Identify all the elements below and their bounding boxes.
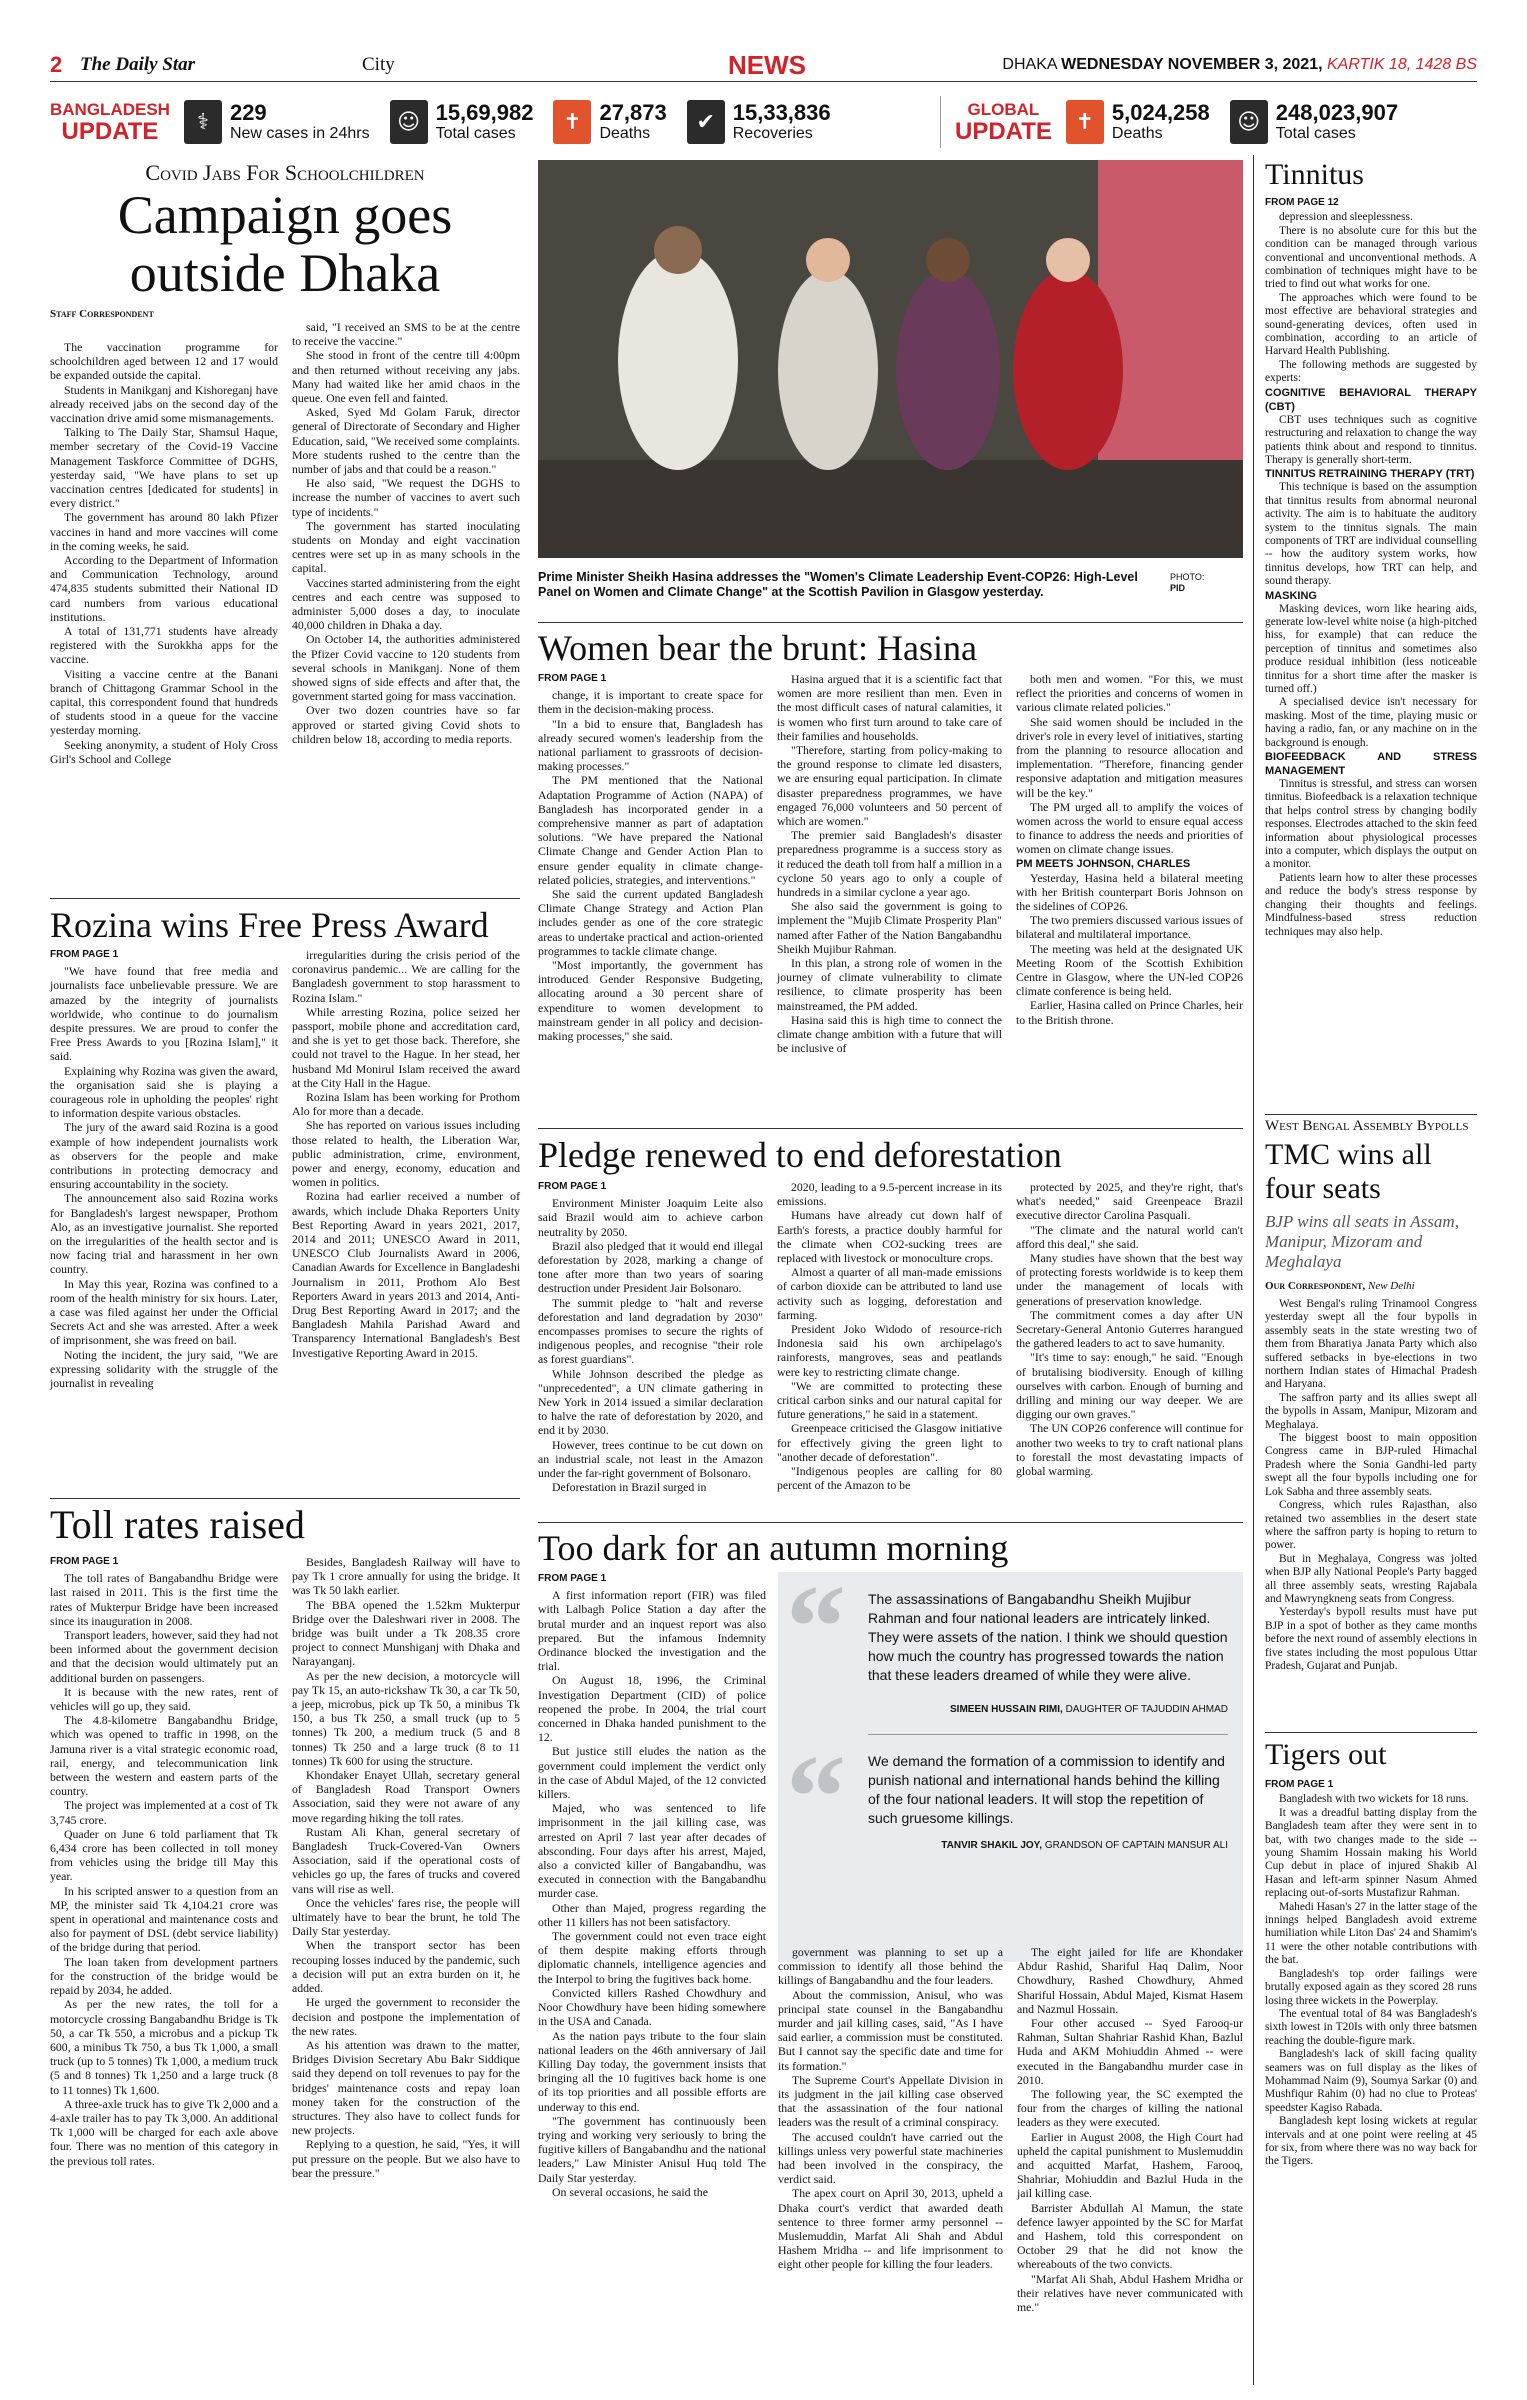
divider xyxy=(1265,1114,1477,1115)
paragraph: Besides, Bangladesh Railway will have to pay Tk 1 crore annually for using the bridge. It was Tk 50 lakh earlier. xyxy=(292,1555,520,1598)
from-page-label: FROM PAGE 1 xyxy=(50,949,119,960)
divider xyxy=(538,622,1243,623)
paragraph: This technique is based on the assumption that tinnitus results from abnormal neuronal activity. The aim is to habituate the auditory system to the tinnitus signals. The main components of TRT are individual counselling -- how the auditory system works, how tinnitus develops, how TRT can help, and sound therapy. xyxy=(1265,481,1477,588)
paragraph: The government has around 80 lakh Pfizer vaccines in hand and more vaccines will come in the coming weeks, he said. xyxy=(50,510,278,553)
paragraph: Many studies have shown that the best way of protecting forests worldwide is to keep them under the management of locals with generations of preservation knowledge. xyxy=(1016,1251,1243,1308)
paragraph: On August 18, 1996, the Criminal Investigation Department (CID) of police reopened the probe. In 2004, the trial court concerned in Dhaka handed punishment to the 12. xyxy=(538,1673,766,1745)
paragraph: Yesterday's bypoll results must have put BJP in a spot of bother as they came months before the next round of assembly elections in five states including the most populous Uttar Pradesh, Gujarat and Punjab. xyxy=(1265,1606,1477,1672)
paragraph: President Joko Widodo of resource-rich Indonesia said his own archipelago's rainforests, mangroves, seas and peatlands were key to restricting climate change. xyxy=(777,1322,1002,1379)
autumn-col-1 xyxy=(538,1572,766,2199)
paragraph: Talking to The Daily Star, Shamsul Haque, member secretary of the Covid-19 Vaccine Management Taskforce Committee of DGHS, yesterday said, "We have plans to set up vaccination centres [dedicated for students] in every district." xyxy=(50,425,278,511)
paragraph: Deforestation in Brazil surged in xyxy=(552,1480,707,1495)
story-headline: Tinnitus xyxy=(1265,158,1364,191)
divider xyxy=(940,96,941,148)
patients-icon: ☺ xyxy=(390,100,428,144)
paragraph: It is because with the new rates, rent of vehicles will go up, they said. xyxy=(50,1684,278,1714)
paragraph: In May this year, Rozina was confined to a room of the health ministry for six hours. Later, a case was filed against her under the Official Secrets Act and she was arrested. After a week of imprisonment, she was freed on bail. xyxy=(50,1276,278,1348)
deforestation-col-2 xyxy=(777,1180,1002,1492)
paragraph: Majed, who was sentenced to life imprisonment in the jail killing case, was arrested on April 7 last year after decades of absconding. Four days after his arrest, Majed, also a convicted killer of Bangabandhu, was executed in connection with the Bangabandhu murder case. xyxy=(538,1801,766,1901)
pull-quote: We demand the formation of a commission to identify and punish national and international hands behind the killing of the four national leaders. It will stop the repetition of such gruesome killings. xyxy=(868,1753,1225,1826)
deaths-icon: ✝ xyxy=(1066,100,1104,144)
paragraph: Over two dozen countries have so far approved or started giving Covid shots to children below 18, according to media reports. xyxy=(292,703,520,746)
paragraph: government was planning to set up a commission to identify all those behind the killings of Bangabandhu and the four leaders. xyxy=(778,1945,1003,1988)
paragraph: Patients learn how to alter these processes and reduce the body's stress response by changing their thoughts and feelings. Mindfulness-based stress reduction techniques may also help. xyxy=(1265,871,1477,938)
divider xyxy=(868,1734,1228,1735)
stat-label: Total cases xyxy=(435,125,516,142)
campaign-col-1 xyxy=(50,340,278,766)
toll-col-2 xyxy=(292,1555,520,2180)
story-headline: Tigers out xyxy=(1265,1738,1387,1771)
paragraph: Bangladesh's lack of skill facing quality seamers was on full display as the likes of Mohammad Naim (9), Soumya Sarkar (0) and Mushfiqur Rahim (0) had no clue to Proteas' speedster Kagiso Rabada. xyxy=(1265,2048,1477,2114)
paragraph: "Most importantly, the government has introduced Gender Responsive Budgeting, allocating around a 30 percent share of expenditure to women development to mainstream gender in all policy and decision-making processes," she said. xyxy=(538,958,763,1044)
paragraph: irregularities during the crisis period of the coronavirus pandemic... We are calling for the Bangladesh government to stop harassment to Rozina Islam." xyxy=(292,948,520,1005)
paragraph: According to the Department of Information and Communication Technology, around 474,835 students submitted their National ID card numbers from various educational institutions. xyxy=(50,553,278,624)
paragraph: The UN COP26 conference will continue for another two weeks to try to craft national plans to forestall the most devastating impacts of global warming. xyxy=(1016,1421,1243,1479)
stat-total-cases xyxy=(390,100,534,144)
paragraph: Asked, Syed Md Golam Faruk, director general of Directorate of Secondary and Higher Education, said, "We received some complaints. More students rushed to the centre than the number of jabs and that could be a reason." xyxy=(292,405,520,477)
paragraph: The vaccination programme for schoolchildren aged between 12 and 17 would be expanded outside the capital. xyxy=(50,340,278,383)
paragraph: The loan taken from development partners for the construction of the bridge would be repaid by 2034, he added. xyxy=(50,1954,278,1998)
deforestation-col-3 xyxy=(1016,1180,1243,1478)
tmc-body xyxy=(1265,1298,1477,1673)
byline xyxy=(1265,1280,1477,1292)
paragraph: A three-axle truck has to give Tk 2,000 and a 4-axle trailer has to pay Tk 3,000. An additional Tk 1,000 will be charged for each axle above four. There was no mention of this category in the previous toll rates. xyxy=(50,2096,278,2168)
paragraph: CBT uses techniques such as cognitive restructuring and relaxation to change the way patients think about and respond to tinnitus. Therapy is generally short-term. xyxy=(1265,413,1477,466)
paragraph: She said women should be included in the driver's role in every level of initiatives, starting from the planning to resource allocation and implementation. "Therefore, financing gender responsive adaptation and mitigation measures will be the key." xyxy=(1016,714,1243,800)
paragraph: West Bengal's ruling Trinamool Congress yesterday swept all the four bypolls in assembly seats in the state wresting two of them from Bharatiya Janata Party which also suffered setbacks in bye-elections in two northern Indian states of Himachal Pradesh and Haryana. xyxy=(1265,1298,1477,1391)
desk-label: NEWS xyxy=(728,50,806,80)
story-headline xyxy=(50,186,520,302)
paragraph: Explaining why Rozina was given the award, the organisation said she is playing a courageous role in upholding the peoples' right to information despite various obstacles. xyxy=(50,1063,278,1121)
dateline-bangla: KARTIK 18, 1428 BS xyxy=(1326,56,1477,73)
paragraph: Students in Manikganj and Kishoreganj have already received jabs on the second day of the vaccination drive amid some mismanagements. xyxy=(50,382,278,426)
stat-global-deaths xyxy=(1066,100,1210,144)
section-name: City xyxy=(362,54,395,75)
paragraph: The Supreme Court's Appellate Division in its judgment in the jail killing case observed that the assassination of the four national leaders was the result of a criminal conspiracy. xyxy=(778,2072,1003,2130)
paragraph: In this plan, a strong role of women in the journey of climate vulnerability to climate resilience, to climate prosperity has been mainstreamed, the PM added. xyxy=(777,956,1002,1013)
event-photo-illustration xyxy=(538,160,1243,558)
stat-label: Deaths xyxy=(599,125,651,142)
paragraph: Environment Minister Joaquim Leite also said Brazil would aim to achieve carbon neutrality by 2050. xyxy=(538,1196,763,1239)
paragraph: There is no absolute cure for this but the condition can be managed through various conventional and unconventional methods. A combination of techniques might have to be tried to find out what works for one. xyxy=(1265,224,1477,291)
paragraph: Khondaker Enayet Ullah, secretary general of Bangladesh Road Transport Owners Association, said they were not aware of any move regarding hiking the toll rates. xyxy=(292,1768,520,1825)
rozina-col-1 xyxy=(50,948,278,1390)
stat-new-cases xyxy=(184,100,370,144)
story-headline: Rozina wins Free Press Award xyxy=(50,905,489,945)
event-photo xyxy=(538,160,1243,558)
paragraph: The summit pledge to "halt and reverse deforestation and land degradation by 2030" encompasses promises to secure the rights of indigenous peoples, and recognise "their role as forest guardians". xyxy=(538,1295,763,1367)
paragraph: said, "I received an SMS to be at the centre to receive the vaccine." xyxy=(292,320,520,349)
paragraph: Four other accused -- Syed Farooq-ur Rahman, Sultan Shahriar Rashid Khan, Bazlul Huda and AKM Mohiuddin Ahmed -- were executed in the Bangabandhu murder case in 2010. xyxy=(1017,2016,1243,2087)
paragraph: Seeking anonymity, a student of Holy Cross Girl's School and College xyxy=(50,737,278,766)
paragraph: As per the new rates, the toll for a motorcycle crossing Bangabandhu Bridge is Tk 50, a car Tk 550, a microbus and a pickup Tk 600, a minibus Tk 750, a bus Tk 1,000, a small truck (up to 5 tonnes) Tk 1,000, a medium truck (5 and 8 tonnes) Tk 1,250 and a large truck (8 to 11 tonnes) Tk 1,600. xyxy=(50,1997,278,2097)
paragraph: The announcement also said Rozina works for Bangladesh's largest newspaper, Prothom Alo, as an investigative journalist. She reported on the irregularities of the health sector and is now facing trial and harassment in her own country. xyxy=(50,1191,278,1277)
quote-mark-icon: “ xyxy=(786,1730,846,1863)
divider xyxy=(1265,1732,1477,1733)
campaign-story xyxy=(50,160,520,320)
paragraph: She also said the government is going to implement the "Mujib Climate Prosperity Plan" named after Father of the Nation Bangabandhu Sheikh Mujibur Rahman. xyxy=(777,899,1002,956)
paragraph: "The climate and the natural world can't afford this deal," she said. xyxy=(1016,1222,1243,1251)
paragraph: change, it is important to create space for them in the decision-making process. xyxy=(538,688,763,717)
toll-col-1 xyxy=(50,1555,278,2168)
paragraph: "Therefore, starting from policy-making to the ground response to climate led disasters, we are ensuring equal participation. In climate disaster preparedness programmes, we have engaged 76,000 volunteers and 50 percent of which are women." xyxy=(777,743,1002,829)
paragraph: The eight jailed for life are Khondaker Abdur Rashid, Shariful Haq Dalim, Noor Chowdhury, Rashed Chowdhury, Ahmed Shariful Hossain, Abdul Majed, Kismat Hasem and Nazmul Hossain. xyxy=(1017,1945,1243,2016)
paragraph: "Marfat Ali Shah, Abdul Hashem Mridha or their relatives have never communicated with me." xyxy=(1017,2271,1243,2315)
campaign-col-2 xyxy=(292,320,520,746)
photo-caption: Prime Minister Sheikh Hasina addresses the "Women's Climate Leadership Event-COP26: High-Level Panel on Women and Climate Change" at the Scottish Pavilion in Glasgow yesterday. xyxy=(538,570,1138,599)
attribution-name: SIMEEN HUSSAIN RIMI, xyxy=(950,1704,1063,1715)
paragraph: Barrister Abdullah Al Mamun, the state defence lawyer appointed by the SC for Marfat and Hashem, told this correspondent on October 29 that he did not know the whereabouts of the two convicts. xyxy=(1017,2200,1243,2272)
paragraph: While arresting Rozina, police seized her passport, mobile phone and accreditation card, and she is yet to get those back. Therefore, she could not travel to the Hague. In her stead, her husband Md Monirul Islam received the award at the City Hall in the Hague. xyxy=(292,1004,520,1090)
paragraph: But in Meghalaya, Congress was jolted when BJP ally National People's Party bagged all three assembly seats, wresting Rajabala and Mawryngkneng seats from Congress. xyxy=(1265,1552,1477,1605)
patients-icon: ☺ xyxy=(1230,100,1268,144)
paragraph: As the nation pays tribute to the four slain national leaders on the 46th anniversary of Jail Killing Day today, the government insists that bringing all the 10 fugitives back home is one of its top priorities and all possible efforts are underway to this end. xyxy=(538,2028,766,2114)
paragraph: Hasina said this is high time to connect the climate change ambition with a future that will be inclusive of xyxy=(777,1012,1002,1056)
attribution-name: TANVIR SHAKIL JOY, xyxy=(941,1840,1043,1851)
paragraph: "The government has continuously been trying and working very seriously to bring the fugitive killers of Bangabandhu and the national leaders," Law Minister Anisul Huq told The Daily Star yesterday. xyxy=(538,2113,767,2185)
pull-quote: The assassinations of Bangabandhu Sheikh Mujibur Rahman and four national leaders are intricately linked. They were assets of the nation. I think we should question how much the country has progressed towards the nation that these leaders dreamed of while they were alive. xyxy=(868,1591,1228,1683)
paragraph: The approaches which were found to be most effective are behavioral strategies and sound-generating devices, often used in combination, according to an article of Harvard Health Publishing. xyxy=(1265,291,1477,358)
stat-label: Recoveries xyxy=(732,125,813,142)
paragraph: The commitment comes a day after UN Secretary-General Antonio Guterres harangued the gathered leaders to act to save humanity. xyxy=(1016,1307,1243,1351)
autumn-col-2 xyxy=(778,1945,1003,2272)
paragraph: Yesterday, Hasina held a bilateral meeting with her British counterpart Boris Johnson on the sidelines of COP26. xyxy=(1016,870,1243,914)
paragraph: The biggest boost to main opposition Congress came in BJP-ruled Himachal Pradesh where the Sonia Gandhi-led party swept all the four bypolls including one for Lok Sabha and three assembly seats. xyxy=(1265,1432,1477,1498)
divider xyxy=(50,898,520,899)
stat-value: 248,023,907 xyxy=(1275,100,1399,125)
masthead xyxy=(50,50,1477,82)
tigers-body xyxy=(1265,1778,1477,2169)
paragraph: A specialised device isn't necessary for masking. Most of the time, playing music or having a radio, fan, or any machine on in the background is enough. xyxy=(1265,696,1477,749)
paragraph: Humans have already cut down half of Earth's forests, a practice doubly harmful for the climate when CO2-sucking trees are replaced with livestock or monoculture crops. xyxy=(777,1208,1002,1266)
paragraph: On several occasions, he said the xyxy=(552,2184,708,2199)
paragraph: She said the current updated Bangladesh Climate Change Strategy and Action Plan includes gender as one of the core strategic areas to undertake practical and action-oriented programmes to tackle climate change. xyxy=(538,887,763,958)
story-headline: TMC wins all four seats xyxy=(1265,1138,1432,1205)
rozina-col-2 xyxy=(292,948,520,1360)
column-rule xyxy=(1253,155,1254,2385)
byline-place: New Delhi xyxy=(1367,1280,1415,1292)
paragraph: Rozina had earlier received a number of awards, which include Dhaka Reporters Unity Best Reporting Award in years 2021, 2017, 2014 and 2011; UNESCO Award in 2011, UNESCO Club Journalists Award in 2006, Canadian Awards for Excellence in Bangladeshi Journalism in 2011, Prothom Alo Best Reporters Award in years 2013 and 2014, Anti-Drug Best Reporting Award in 2017; and the Bangladesh Mahila Parishad Award and Transparency International Bangladesh's Best Investigative Reporting Award in 2015. xyxy=(292,1189,520,1360)
paragraph: The following year, the SC exempted the four from the charges of killing the national leaders as they were executed. xyxy=(1017,2087,1243,2130)
paragraph: Replying to a question, he said, "Yes, it will put pressure on the people. But we also have to bear the pressure." xyxy=(292,2137,520,2180)
paragraph: Congress, which rules Rajasthan, also retained two assemblies in the desert state where the saffron party is hoping to return to power. xyxy=(1265,1499,1477,1552)
stat-label: Deaths xyxy=(1111,125,1163,142)
byline-name: Our Correspondent, xyxy=(1265,1280,1366,1292)
paragraph: depression and sleeplessness. xyxy=(1279,211,1413,224)
paragraph: The eventual total of 84 was Bangladesh's sixth lowest in T20Is with only three batsmen reaching the double-figure mark. xyxy=(1265,2007,1477,2047)
paragraph: The apex court on April 30, 2013, upheld a Dhaka court's verdict that awarded death sentence to three former army personnel -- Muslemuddin, Marfat Ali Shah and Abdul Hashem Mridha -- and life imprisonment to eight other people for killing the four leaders. xyxy=(778,2186,1003,2272)
paragraph: The meeting was held at the designated UK Meeting Room of the Scottish Exhibition Centre in Glasgow, where the UN-led COP26 climate conference is being held. xyxy=(1016,941,1243,999)
paragraph: About the commission, Anisul, who was principal state counsel in the Bangabandhu murder and jail killing cases, said, "As I have said earlier, a commission must be constituted. But I cannot say the specific date and time for its formation." xyxy=(778,1987,1003,2073)
recovery-icon: ✔ xyxy=(687,100,725,144)
deforestation-col-1 xyxy=(538,1180,763,1494)
stat-value: 15,69,982 xyxy=(435,100,534,125)
paragraph: Bangladesh with two wickets for 18 runs. xyxy=(1279,1793,1469,1806)
paragraph: On October 14, the authorities administered the Pfizer Covid vaccine to 120 students from several schools in Manikganj. None of them showed signs of side effects and after that, the government started going for mass vaccination. xyxy=(292,632,520,704)
headline-line-1: Campaign goes xyxy=(117,185,453,245)
story-kicker: Covid Jabs For Schoolchildren xyxy=(145,160,425,185)
autumn-col-3 xyxy=(1017,1945,1243,2314)
paragraph: Tinnitus is stressful, and stress can worsen tinnitus. Biofeedback is a relaxation technique that helps control stress by changing bodily responses. Electrodes attached to the skin feed information about physiological processes into a computer, which displays the output on a monitor. xyxy=(1265,778,1477,871)
paragraph: Mahedi Hasan's 27 in the latter stage of the innings helped Bangladesh avoid extreme humiliation while Liton Das' 24 and Shamim's 11 were the other notable contributions with the bat. xyxy=(1265,1900,1477,1967)
paragraph: protected by 2025, and they're right, that's what's needed," said Greenpeace Brazil executive director Carolina Pasquali. xyxy=(1016,1180,1243,1223)
paragraph: The following methods are suggested by experts: xyxy=(1265,358,1477,385)
hasina-col-1 xyxy=(538,672,763,1043)
paragraph: The PM urged all to amplify the voices of women across the world to ensure equal access to finance to address the needs and priorities of women on climate change issues. xyxy=(1016,799,1243,857)
paragraph: Greenpeace criticised the Glasgow initiative for effectively giving the green light to "another decade of deforestation". xyxy=(777,1421,1002,1464)
story-headline: Toll rates raised xyxy=(50,1502,305,1547)
story-deck: BJP wins all seats in Assam, Manipur, Mizoram and Meghalaya xyxy=(1265,1212,1459,1271)
story-headline: Women bear the brunt: Hasina xyxy=(538,628,977,668)
quote-box xyxy=(778,1560,1243,1962)
paragraph: Rozina Islam has been working for Prothom Alo for more than a decade. xyxy=(292,1090,520,1119)
paragraph: Earlier in August 2008, the High Court had upheld the capital punishment to Muslemuddin and acquitted Marfat, Hashem, Farooq, Shahriar, Mohiuddin and Bazlul Huda in the jail killing case. xyxy=(1017,2129,1243,2201)
photo-credit xyxy=(1170,572,1240,594)
paragraph: She has reported on various issues including those related to health, the Liberation War, public administration, crime, environment, power and energy, economy, education and women in politics. xyxy=(292,1118,520,1190)
paragraph: When the transport sector has been recouping losses induced by the pandemic, such a decision will put an extra burden on it, he added. xyxy=(292,1938,520,1996)
paragraph: She stood in front of the centre till 4:00pm and then returned without receiving any jabs. Many had waited like her amid chaos in the queue. One even fell and fainted. xyxy=(292,348,520,406)
global-update-bar xyxy=(955,92,1475,152)
stat-global-total-cases xyxy=(1230,100,1398,144)
global-label-1: GLOBAL xyxy=(967,99,1040,119)
stat-deaths xyxy=(553,100,666,144)
subheading: BIOFEEDBACK AND STRESS MANAGEMENT xyxy=(1265,751,1477,778)
credit-name: PID xyxy=(1170,583,1186,593)
from-page-label: FROM PAGE 1 xyxy=(1265,1779,1334,1790)
byline: Staff Correspondent xyxy=(50,308,154,320)
paragraph: Brazil also pledged that it would end illegal deforestation by 2028, marking a change of tone after more than two years of soaring destruction under President Jair Bolsonaro. xyxy=(538,1238,763,1296)
subheading: TINNITUS RETRAINING THERAPY (TRT) xyxy=(1265,468,1475,481)
from-page-label: FROM PAGE 1 xyxy=(50,1556,119,1567)
paragraph: A first information report (FIR) was filed with Lalbagh Police Station a day after the brutal murder and an inquest report was also prepared. But the infamous Indemnity Ordinance blocked the investigation and the trial. xyxy=(538,1588,766,1674)
bd-label-2: UPDATE xyxy=(61,117,159,145)
credit-label: PHOTO: xyxy=(1170,572,1205,582)
hasina-col-2 xyxy=(777,672,1002,1055)
attribution-role: GRANDSON OF CAPTAIN MANSUR ALI xyxy=(1044,1840,1228,1851)
paragraph: Vaccines started administering from the eight centres and each centre was supposed to administer 5,000 doses a day, to inoculate 40,000 children in Dhaka a day. xyxy=(292,575,520,633)
paragraph: "We are committed to protecting these critical carbon sinks and our natural capital for future generations," he said in a statement. xyxy=(777,1378,1002,1422)
paragraph: Almost a quarter of all man-made emissions of carbon dioxide can be attributed to land use activity such as logging, deforestation and farming. xyxy=(777,1265,1002,1322)
story-kicker: West Bengal Assembly Bypolls xyxy=(1265,1118,1469,1134)
from-page-label: FROM PAGE 1 xyxy=(538,673,607,684)
divider xyxy=(50,1498,520,1499)
paragraph: Once the vehicles' fares rise, the people will ultimately have to bear the brunt, he told The Daily Star yesterday. xyxy=(292,1895,520,1939)
paragraph: "Indigenous peoples are calling for 80 percent of the Amazon to be xyxy=(777,1464,1002,1493)
paragraph: But justice still eludes the nation as the government could implement the verdict only in the case of Abdul Majed, of the 12 convicted killers. xyxy=(538,1744,766,1802)
page-number: 2 xyxy=(50,52,63,77)
headline-line-2: outside Dhaka xyxy=(129,243,441,303)
tinnitus-body xyxy=(1265,196,1477,939)
from-page-label: FROM PAGE 1 xyxy=(538,1181,607,1192)
story-headline: Pledge renewed to end deforestation xyxy=(538,1135,1062,1175)
quote-attribution xyxy=(868,1840,1228,1851)
dateline-date: WEDNESDAY NOVEMBER 3, 2021, xyxy=(1061,56,1323,73)
story-headline: Too dark for an autumn morning xyxy=(538,1528,1009,1568)
paragraph: A total of 131,771 students have already registered with the Surokkha apps for the vaccine. xyxy=(50,624,278,667)
subheading: PM MEETS JOHNSON, CHARLES xyxy=(1016,857,1191,870)
paragraph: "In a bid to ensure that, Bangladesh has already secured women's leadership from the national parliament to grassroots of decision-making processes." xyxy=(538,716,763,774)
paragraph: "We have found that free media and journalists face unbelievable pressure. We are amazed by the integrity of journalists worldwide, who continue to do journalism despite pressures. We are proud to confer the Free Press Awards to you [Rozina Islam]," it said. xyxy=(50,964,278,1064)
paragraph: The government has started inoculating students on Monday and eight vaccination centres were set up in as many schools in the capital. xyxy=(292,518,520,576)
paragraph: The BBA opened the 1.52km Mukterpur Bridge over the Daleshwari river in 2008. The bridge was built under a Tk 208.35 crore project to connect Munshiganj with Dhaka and Narayanganj. xyxy=(292,1597,520,1669)
divider xyxy=(538,1128,1243,1129)
bangladesh-update-label xyxy=(50,100,170,145)
paragraph: The jury of the award said Rozina is a good example of how independent journalists work as observers for the people and make contributions in protecting democracy and ensuring accountability in the society. xyxy=(50,1120,278,1192)
paragraph: The toll rates of Bangabandhu Bridge were last raised in 2011. This is the first time the rates of Mukterpur Bridge have been increased since its inauguration in 2008. xyxy=(50,1571,278,1628)
deaths-icon: ✝ xyxy=(553,100,591,144)
paragraph: The premier said Bangladesh's disaster preparedness programme is a success story as it reduced the death toll from half a million in a cyclone 50 years ago to only a couple of hundreds in a similar cyclone a year ago. xyxy=(777,828,1002,900)
subheading: MASKING xyxy=(1265,589,1317,602)
dateline xyxy=(1002,56,1477,74)
dateline-city: DHAKA xyxy=(1002,56,1057,73)
paragraph: He urged the government to reconsider the decision and postpone the implementation of the new rates. xyxy=(292,1995,520,2038)
paragraph: The PM mentioned that the National Adaptation Programme of Action (NAPA) of Bangladesh has incorporated gender in a comprehensive manner as part of adaptation solutions. "We have prepared the National Climate Change and Gender Action Plan to ensure gender equality in climate change-related policies, strategies, and interventions." xyxy=(538,773,763,887)
stat-value: 15,33,836 xyxy=(732,100,831,125)
paragraph: Bangladesh kept losing wickets at regular intervals and at one point were reeling at 45 for six, from where there was no way back for the Tigers. xyxy=(1265,2115,1477,2168)
paragraph: Masking devices, worn like hearing aids, generate low-level white noise (a high-pitched hiss, for example) that can reduce the perception of tinnitus and sometimes also produce residual inhibition (less noticeable tinnitus for a short time after the masker is turned off.) xyxy=(1265,602,1477,695)
paragraph: The two premiers discussed various issues of bilateral and multilateral importance. xyxy=(1016,913,1243,942)
paragraph: As per the new decision, a motorcycle will pay Tk 15, an auto-rickshaw Tk 30, a car Tk 50, a jeep, microbus, pick up Tk 50, a minibus Tk 150, a bus Tk 250, a small truck (up to 5 tonnes) Tk 200, a medium truck (5 and 8 tonnes) Tk 250 and a large truck (8 to 11 tonnes) Tk 600 for using the structure. xyxy=(292,1668,520,1768)
paragraph: The accused couldn't have carried out the killings unless very powerful state machineries had been involved in the conspiracy, the verdict said. xyxy=(778,2129,1003,2187)
stat-value: 229 xyxy=(229,100,267,125)
paragraph: Hasina argued that it is a scientific fact that women are more resilient than men. Even in the most difficult cases of natural calamities, it is women who first turn around to take care of their families and households. xyxy=(777,672,1002,743)
bd-label-1: BANGLADESH xyxy=(50,99,170,119)
paragraph: Quader on June 6 told parliament that Tk 6,434 crore has been collected in toll money from vehicles using the bridge till May this year. xyxy=(50,1826,278,1884)
paragraph: However, trees continue to be cut down on an industrial scale, not least in the Amazon under the far-right government of Bolsonaro. xyxy=(538,1437,763,1481)
quote-mark-icon: “ xyxy=(786,1560,846,1693)
bangladesh-update-bar xyxy=(50,92,990,152)
global-update-label xyxy=(955,100,1052,145)
stat-value: 27,873 xyxy=(599,100,667,125)
subheading: COGNITIVE BEHAVIORAL THERAPY (CBT) xyxy=(1265,386,1477,413)
paragraph: Convicted killers Rashed Chowdhury and Noor Chowdhury have been hiding somewhere in the USA and Canada. xyxy=(538,1985,766,2029)
paragraph: both men and women. "For this, we must reflect the priorities and concerns of women in various climate related policies." xyxy=(1016,672,1243,715)
paragraph: Earlier, Hasina called on Prince Charles, heir to the British throne. xyxy=(1016,998,1243,1027)
newspaper-logo: The Daily Star xyxy=(80,54,196,75)
hospital-bed-icon: ⚕ xyxy=(184,100,222,144)
paragraph: It was a dreadful batting display from the Bangladesh team after they were sent in to bat, with two changes made to the side -- young Shamim Hossain making his World Cup debut in place of injured Shakib Al Hasan and left-arm spinner Nasum Ahmed replacing out-of-sorts Mustafizur Rahman. xyxy=(1265,1806,1477,1900)
divider xyxy=(538,1522,1243,1523)
paragraph: Noting the incident, the jury said, "We are expressing solidarity with the struggle of the journalist in revealing xyxy=(50,1347,278,1391)
stat-recoveries xyxy=(687,100,831,144)
paragraph: While Johnson described the pledge as "unprecedented", a UN climate gathering in New York in 2014 issued a similar declaration to halve the rate of deforestation by 2020, and end it by 2030. xyxy=(538,1366,763,1438)
paragraph: As his attention was drawn to the matter, Bridges Division Secretary Abu Bakr Siddique said they depend on toll revenues to pay for the bridges' maintenance costs and repay loan money taken for the construction of the structures. They also have to collect funds for new projects. xyxy=(292,2037,520,2138)
global-label-2: UPDATE xyxy=(955,117,1052,145)
paragraph: The saffron party and its allies swept all the bypolls in Assam, Manipur, Mizoram and Meghalaya. xyxy=(1265,1391,1477,1431)
paragraph: Bangladesh's top order failings were brutally exposed again as they scored 28 runs losing three wickets in the Powerplay. xyxy=(1265,1967,1477,2007)
paragraph: Visiting a vaccine centre at the Banani branch of Chittagong Grammar School in the capital, this correspondent found that hundreds of students stood in a queue for the vaccine yesterday morning. xyxy=(50,666,278,738)
paragraph: 2020, leading to a 9.5-percent increase in its emissions. xyxy=(777,1180,1002,1209)
paragraph: Other than Majed, progress regarding the other 11 killers has not been satisfactory. xyxy=(538,1900,766,1929)
paragraph: "It's time to say: enough," he said. "Enough of brutalising biodiversity. Enough of killing ourselves with carbon. Enough of burning and drilling and mining our way deeper. We are digging our own graves." xyxy=(1016,1350,1243,1422)
from-page-label: FROM PAGE 1 xyxy=(538,1573,607,1584)
paragraph: The 4.8-kilometre Bangabandhu Bridge, which was opened to traffic in 1998, on the Jamuna river is a vital strategic economic road, rail, energy, and telecommunication link between the western and eastern parts of the country. xyxy=(50,1713,278,1799)
quote-attribution xyxy=(868,1704,1228,1715)
paragraph: The government could not even trace eight of them despite making efforts through diplomatic channels, intelligence agencies and the Interpol to bring the fugitives back home. xyxy=(538,1929,766,1986)
from-page-label: FROM PAGE 12 xyxy=(1265,197,1339,208)
stat-label: New cases in 24hrs xyxy=(229,125,370,142)
paragraph: The project was implemented at a cost of Tk 3,745 crore. xyxy=(50,1798,278,1827)
attribution-role: DAUGHTER OF TAJUDDIN AHMAD xyxy=(1065,1704,1228,1715)
hasina-col-3 xyxy=(1016,672,1243,1027)
stat-value: 5,024,258 xyxy=(1111,100,1210,125)
paragraph: Transport leaders, however, said they had not been informed about the government decision and that the decision would ultimately put an additional burden on passengers. xyxy=(50,1628,279,1685)
paragraph: Rustam Ali Khan, general secretary of Bangladesh Truck-Covered-Van Owners Association, said if the operational costs of vehicles go up, the fares of trucks and covered vans will rise as well. xyxy=(292,1824,520,1896)
paragraph: In his scripted answer to a question from an MP, the minister said Tk 4,104.21 crore was spent in operational and maintenance costs and also for payment of DSL (debt service liability) of the bridge during that period. xyxy=(50,1883,278,1955)
stat-label: Total cases xyxy=(1275,125,1356,142)
paragraph: He also said, "We request the DGHS to increase the number of vaccines to avert such type of incidents." xyxy=(292,476,520,519)
